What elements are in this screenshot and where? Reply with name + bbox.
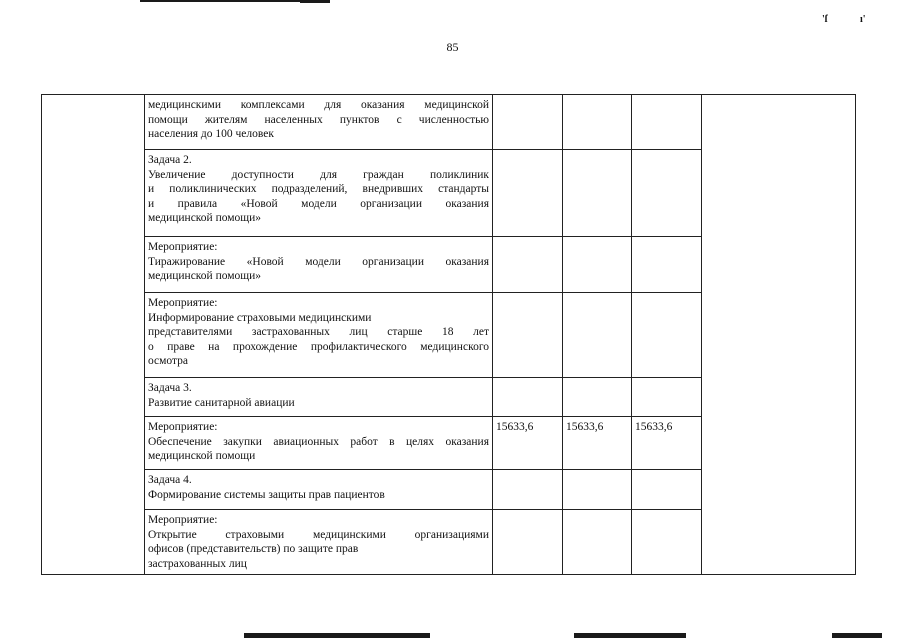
description-line: Тиражирование «Новой модели организации оказания bbox=[148, 255, 489, 268]
description-line: Информирование страховыми медицинскими bbox=[148, 311, 372, 324]
description-line: о праве на прохождение профилактического медицинского bbox=[148, 340, 489, 353]
notes-cell bbox=[702, 293, 856, 378]
notes-cell bbox=[702, 510, 856, 575]
index-cell bbox=[42, 150, 145, 237]
notes-cell bbox=[702, 378, 856, 417]
description-cell bbox=[145, 510, 493, 575]
table-row bbox=[42, 470, 856, 510]
index-cell bbox=[42, 470, 145, 510]
description-line: Задача 2. bbox=[148, 154, 192, 166]
description-line: помощи жителям населенных пунктов с численностью bbox=[148, 113, 489, 126]
value-cell-2 bbox=[563, 470, 632, 510]
description-cell bbox=[145, 417, 493, 470]
description-line: Мероприятие: bbox=[148, 421, 218, 433]
table-row bbox=[42, 237, 856, 293]
value-cell-2 bbox=[563, 237, 632, 293]
notes-cell bbox=[702, 150, 856, 237]
description-cell bbox=[145, 470, 493, 510]
value-cell-1: 15633,6 bbox=[493, 417, 563, 470]
index-cell bbox=[42, 510, 145, 575]
description-line: и правила «Новой модели организации оказания bbox=[148, 197, 489, 210]
table-row bbox=[42, 293, 856, 378]
description-line: Задача 3. bbox=[148, 382, 192, 394]
description-line: застрахованных лиц bbox=[148, 557, 247, 570]
description-line: Открытие страховыми медицинскими организациями bbox=[148, 528, 489, 541]
value-cell-2: 15633,6 bbox=[563, 417, 632, 470]
description-line: офисов (представительств) по защите прав bbox=[148, 543, 359, 555]
value-cell-3 bbox=[632, 237, 702, 293]
value-cell-2 bbox=[563, 378, 632, 417]
description-line: населения до 100 человек bbox=[148, 128, 274, 140]
table-row bbox=[42, 378, 856, 417]
table-row bbox=[42, 95, 856, 150]
notes-cell bbox=[702, 95, 856, 150]
notes-cell bbox=[702, 417, 856, 470]
value-cell-2 bbox=[563, 95, 632, 150]
value-cell-1 bbox=[493, 378, 563, 417]
value-cell-1 bbox=[493, 293, 563, 378]
table-row bbox=[42, 510, 856, 575]
index-cell bbox=[42, 378, 145, 417]
description-line: Формирование системы защиты прав пациентов bbox=[148, 488, 385, 501]
description-cell bbox=[145, 150, 493, 237]
description-cell bbox=[145, 95, 493, 150]
scan-bottom-bar-1 bbox=[244, 633, 430, 638]
description-line: медицинской помощи bbox=[148, 450, 256, 462]
corner-mark-right: ı' bbox=[860, 14, 866, 25]
notes-cell bbox=[702, 237, 856, 293]
scan-top-rule-end bbox=[300, 0, 330, 3]
description-line: и поликлинических подразделений, внедривших стандарты bbox=[148, 183, 489, 195]
index-cell bbox=[42, 95, 145, 150]
value-cell-3 bbox=[632, 470, 702, 510]
value-cell-1 bbox=[493, 510, 563, 575]
description-line: Мероприятие: bbox=[148, 297, 218, 309]
description-line: Развитие санитарной авиации bbox=[148, 396, 295, 409]
value-cell-1 bbox=[493, 237, 563, 293]
value-cell-1 bbox=[493, 95, 563, 150]
program-table-body bbox=[42, 95, 856, 575]
index-cell bbox=[42, 293, 145, 378]
program-table bbox=[41, 94, 856, 575]
value-cell-3 bbox=[632, 95, 702, 150]
description-line: Мероприятие: bbox=[148, 514, 218, 526]
table-row bbox=[42, 150, 856, 237]
description-line: Увеличение доступности для граждан поликлиник bbox=[148, 168, 489, 181]
value-cell-1 bbox=[493, 470, 563, 510]
description-cell bbox=[145, 237, 493, 293]
value-cell-2 bbox=[563, 150, 632, 237]
value-cell-3 bbox=[632, 293, 702, 378]
description-line: медицинской помощи» bbox=[148, 212, 262, 224]
page-number: 85 bbox=[446, 40, 459, 54]
value-cell-3: 15633,6 bbox=[632, 417, 702, 470]
corner-mark-left: 'ſ bbox=[822, 14, 828, 25]
description-cell bbox=[145, 378, 493, 417]
value-cell-2 bbox=[563, 510, 632, 575]
description-line: представителями застрахованных лиц старше 18 лет bbox=[148, 326, 489, 338]
description-line: Обеспечение закупки авиационных работ в целях оказания bbox=[148, 435, 489, 448]
description-line: медицинской помощи» bbox=[148, 270, 262, 282]
description-line: осмотра bbox=[148, 355, 189, 367]
scan-top-rule bbox=[140, 0, 300, 2]
scan-bottom-bar-2 bbox=[574, 633, 686, 638]
description-line: медицинскими комплексами для оказания медицинской bbox=[148, 99, 489, 111]
table-row bbox=[42, 417, 856, 470]
notes-cell bbox=[702, 470, 856, 510]
index-cell bbox=[42, 417, 145, 470]
description-line: Задача 4. bbox=[148, 474, 192, 486]
value-cell-1 bbox=[493, 150, 563, 237]
value-cell-3 bbox=[632, 378, 702, 417]
description-cell bbox=[145, 293, 493, 378]
scan-bottom-bar-3 bbox=[832, 633, 882, 638]
value-cell-2 bbox=[563, 293, 632, 378]
index-cell bbox=[42, 237, 145, 293]
value-cell-3 bbox=[632, 150, 702, 237]
value-cell-3 bbox=[632, 510, 702, 575]
description-line: Мероприятие: bbox=[148, 241, 218, 253]
